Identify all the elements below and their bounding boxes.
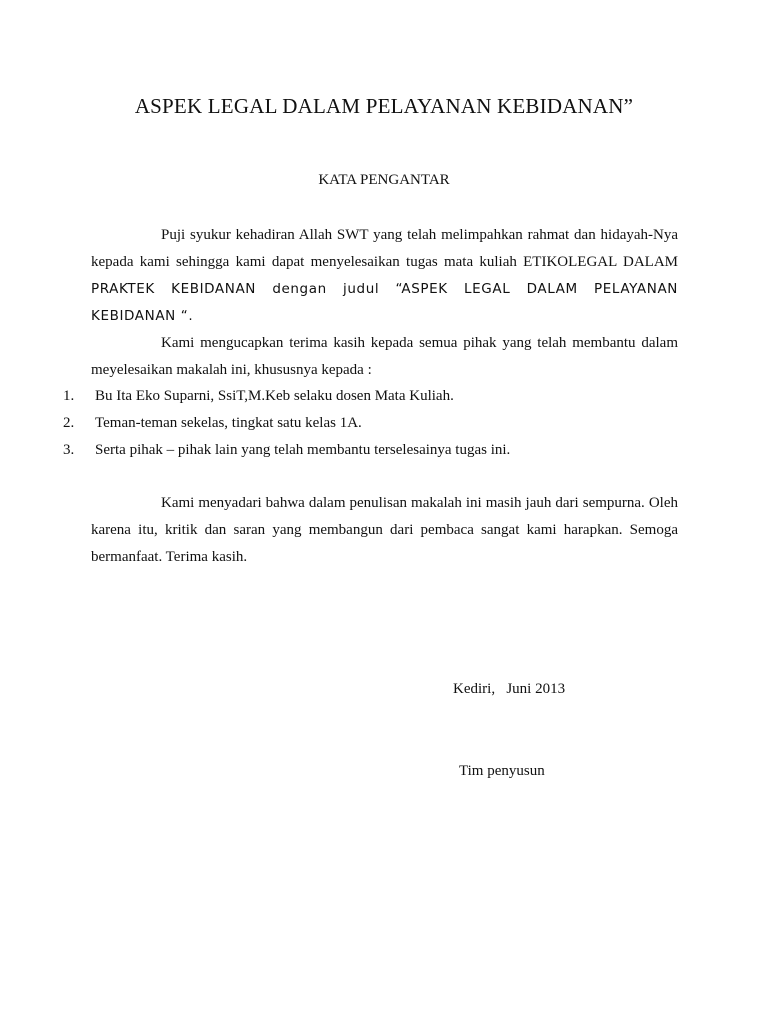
document-title: ASPEK LEGAL DALAM PELAYANAN KEBIDANAN” — [134, 94, 634, 118]
list-number: 1. — [63, 388, 75, 404]
paragraph-intro — [91, 222, 678, 330]
list-number: 2. — [63, 415, 75, 431]
place-date: Kediri, Juni 2013 — [453, 681, 566, 697]
list-text: Teman-teman sekelas, tingkat satu kelas 1A. — [95, 415, 362, 431]
list-number: 3. — [63, 442, 75, 458]
paragraph-intro-sans-text: PRAKTEK KEBIDANAN dengan judul “ASPEK LEGAL DALAM PELAYANAN KEBIDANAN “. — [91, 281, 678, 324]
list-text: Serta pihak – pihak lain yang telah membantu terselesainya tugas ini. — [95, 442, 511, 458]
paragraph-thanks: Kami mengucapkan terima kasih kepada semua pihak yang telah membantu dalam meyelesaikan makalah ini, khususnya kepada : — [91, 335, 678, 378]
list-text: Bu Ita Eko Suparni, SsiT,M.Keb selaku dosen Mata Kuliah. — [95, 388, 454, 404]
paragraph-closing: Kami menyadari bahwa dalam penulisan makalah ini masih jauh dari sempurna. Oleh karena itu, kritik dan saran yang membangun dari pembaca sangat kami harapkan. Semoga bermanfaat. Terima kasih. — [91, 495, 678, 565]
section-heading: KATA PENGANTAR — [318, 172, 450, 188]
signature: Tim penyusun — [459, 763, 545, 779]
paragraph-intro-text: Puji syukur kehadiran Allah SWT yang telah melimpahkan rahmat dan hidayah-Nya kepada kami sehingga kami dapat menyelesaikan tugas mata kuliah ETIKOLEGAL DALAM — [91, 227, 678, 270]
